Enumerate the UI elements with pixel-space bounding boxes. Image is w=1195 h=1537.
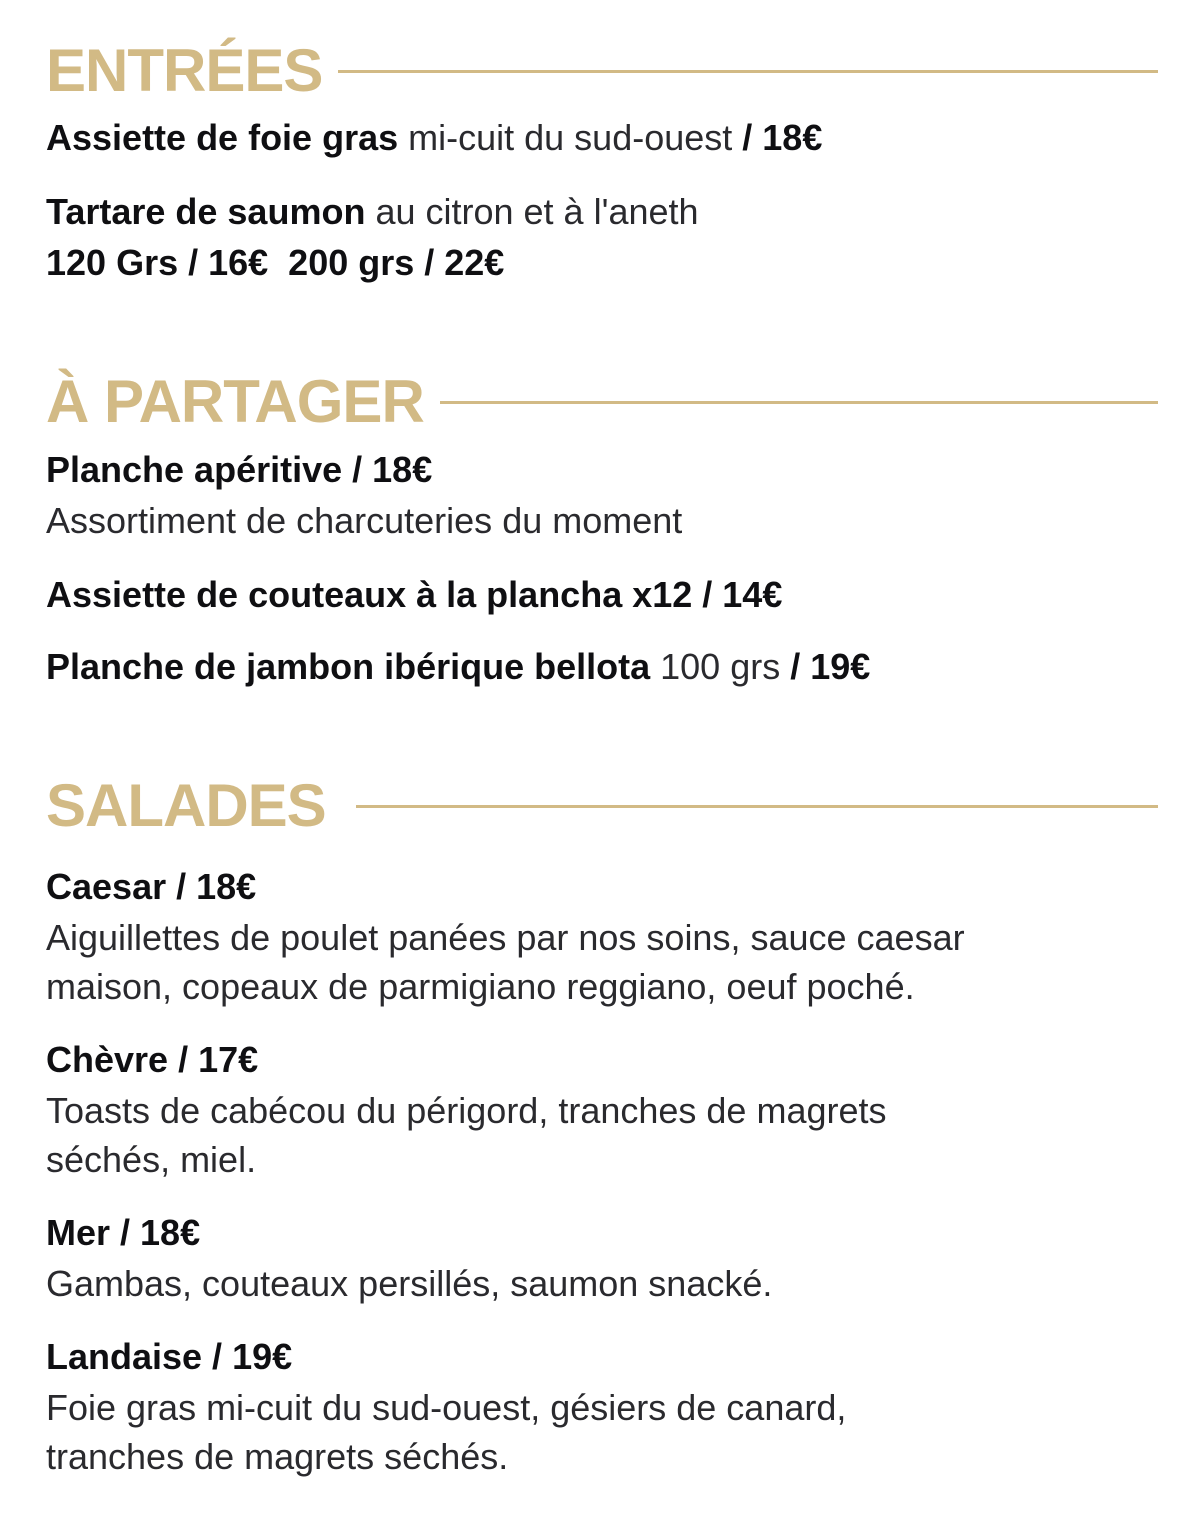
section-divider — [440, 401, 1158, 404]
item-description-line: séchés, miel. — [46, 1139, 257, 1180]
section-divider — [338, 70, 1158, 73]
menu-item-landaise: Landaise / 19€ — [46, 1336, 293, 1377]
item-name: Assiette de foie gras — [46, 117, 399, 158]
section-title-entrees: ENTRÉES — [46, 37, 323, 104]
menu-item-chevre: Chèvre / 17€ — [46, 1039, 259, 1080]
item-description-line: maison, copeaux de parmigiano reggiano, oeuf poché. — [46, 966, 915, 1007]
section-header-salades — [46, 773, 1158, 839]
menu-item-jambon — [46, 642, 870, 692]
section-header-partager — [46, 369, 1158, 435]
item-price: / 19€ — [780, 646, 871, 687]
menu-item-foie-gras — [46, 113, 822, 163]
section-divider — [356, 805, 1158, 808]
menu-item-mer: Mer / 18€ — [46, 1212, 201, 1253]
item-description-line: Toasts de cabécou du périgord, tranches de magrets — [46, 1090, 887, 1131]
item-description-line: Aiguillettes de poulet panées par nos soins, sauce caesar — [46, 917, 965, 958]
item-name: Tartare de saumon — [46, 191, 366, 232]
item-detail: 100 grs — [650, 646, 781, 687]
item-description-line: tranches de magrets séchés. — [46, 1436, 509, 1477]
section-title-salades: SALADES — [46, 772, 326, 839]
menu-item-couteaux: Assiette de couteaux à la plancha x12 / 14€ — [46, 574, 783, 615]
section-title-partager: À PARTAGER — [46, 368, 424, 435]
item-description-line: Foie gras mi-cuit du sud-ouest, gésiers de canard, — [46, 1387, 847, 1428]
item-price: / 18€ — [732, 117, 823, 158]
menu-item-planche-aperitive: Planche apéritive / 18€ — [46, 449, 433, 490]
item-price: 120 Grs / 16€ 200 grs / 22€ — [46, 242, 505, 283]
menu-item-caesar: Caesar / 18€ — [46, 866, 257, 907]
item-description: Assortiment de charcuteries du moment — [46, 500, 683, 541]
item-detail: au citron et à l'aneth — [365, 191, 699, 232]
menu-item-tartare — [46, 187, 699, 237]
item-description-line: Gambas, couteaux persillés, saumon snacké. — [46, 1263, 773, 1304]
section-header-entrees — [46, 38, 1158, 104]
item-detail: mi-cuit du sud-ouest — [398, 117, 733, 158]
item-name: Planche de jambon ibérique bellota — [46, 646, 651, 687]
